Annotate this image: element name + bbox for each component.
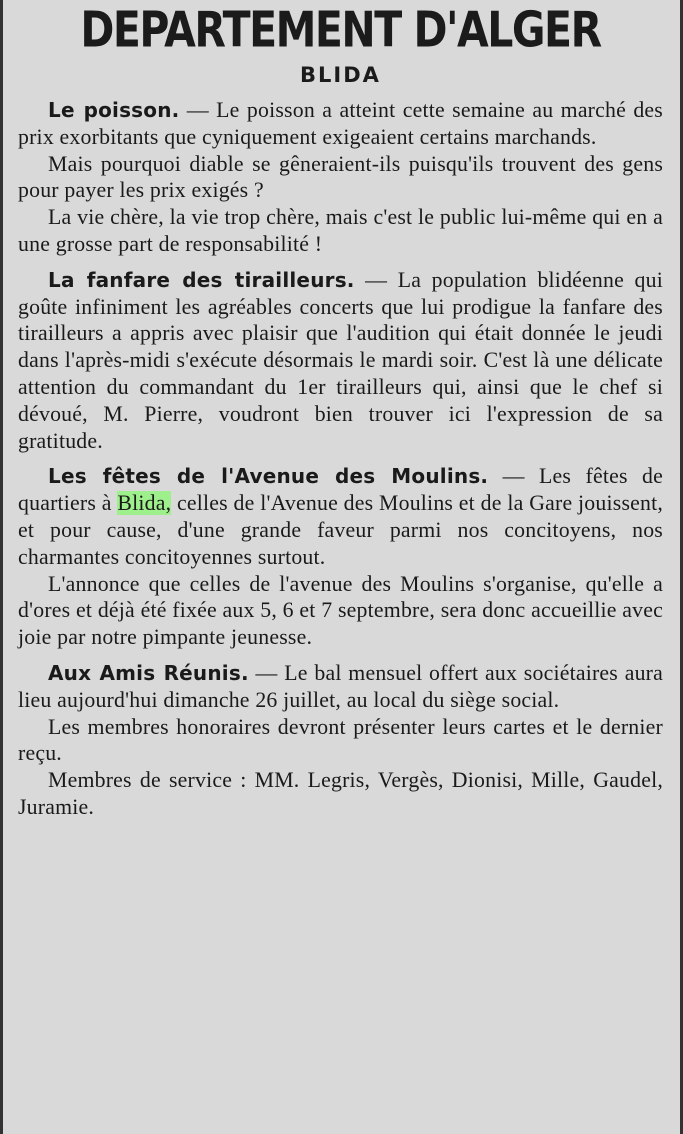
article-text: celles de l'Avenue des Moulins et de la Gare jouissent, et pour cause, d'une grande faveur parmi nos concitoyens, nos charmantes concitoyennes surtout. <box>18 491 664 569</box>
article-paragraph: La vie chère, la vie trop chère, mais c'est le public lui-même qui en a une grosse part de responsabilité ! <box>18 205 663 256</box>
article-amis-reunis <box>18 660 663 821</box>
article-fanfare <box>18 267 663 455</box>
article-text: — La population blidéenne qui goûte infiniment les agréables concerts que lui prodigue la fanfare des tirailleurs a appris avec plaisir que l'audition qui était donnée le jeudi dans l'après-midi s'exécute désormais le mardi soir. C'est là une délicate attention du commandant du 1er tirailleurs qui, ainsi que le chef si dévoué, M. Pierre, voudront bien trouver ici l'expression de sa gratitude. <box>18 267 663 453</box>
article-lead: La fanfare des tirailleurs. <box>48 267 355 292</box>
city-heading: BLIDA <box>300 63 381 87</box>
article-paragraph <box>18 463 663 570</box>
article-lead: Le poisson. <box>48 98 180 122</box>
article-paragraph: Les membres honoraires devront présenter leurs cartes et le dernier reçu. <box>18 714 663 766</box>
article-paragraph <box>18 267 663 455</box>
highlighted-word: Blida, <box>117 491 172 516</box>
article-text: — Le bal mensuel offert aux sociétaires aura lieu aujourd'hui dimanche 26 juillet, au local du siège social. <box>18 660 664 712</box>
article-lead: Les fêtes de l'Avenue des Moulins. <box>48 464 489 489</box>
article-text: — Les fêtes de quartiers à <box>18 464 664 516</box>
article-paragraph <box>18 97 663 151</box>
article-paragraph: L'annonce que celles de l'avenue des Moulins s'organise, qu'elle a d'ores et déjà été fixée aux 5, 6 et 7 septembre, sera donc accueillie avec joie par notre pimpante jeunesse. <box>18 571 663 650</box>
text-column <box>18 0 663 821</box>
department-headline: DEPARTEMENT D'ALGER <box>80 1 601 59</box>
article-lead: Aux Amis Réunis. <box>48 660 249 685</box>
article-text: — Le poisson a atteint cette semaine au marché des prix exorbitants que cyniquement exigeaient certains marchands. <box>18 98 663 149</box>
article-paragraph: Membres de service : MM. Legris, Vergès, Dionisi, Mille, Gaudel, Juramie. <box>18 768 663 819</box>
article-poisson <box>18 97 663 258</box>
article-paragraph <box>18 660 663 714</box>
article-paragraph: Mais pourquoi diable se gêneraient-ils puisqu'ils trouvent des gens pour payer les prix exigés ? <box>18 151 663 203</box>
article-fetes <box>18 463 663 651</box>
left-border <box>0 0 3 1134</box>
